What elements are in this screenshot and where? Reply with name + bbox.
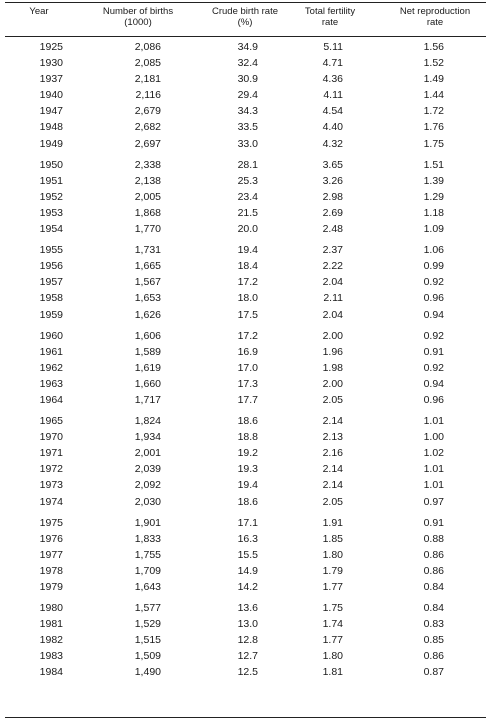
- cell-net-reproduction-rate: 1.06: [423, 244, 444, 257]
- cell-net-reproduction-rate: 1.01: [423, 479, 444, 492]
- cell-total-fertility-rate: 2.14: [322, 463, 343, 476]
- cell-net-reproduction-rate: 1.09: [423, 223, 444, 236]
- row-group: [0, 515, 491, 595]
- header-line: Number of births: [102, 6, 174, 17]
- cell-crude-birth-rate: 34.9: [237, 41, 258, 53]
- cell-births: 1,529: [134, 618, 161, 631]
- cell-crude-birth-rate: 17.7: [237, 393, 258, 406]
- cell-crude-birth-rate: 12.7: [237, 650, 258, 663]
- cell-crude-birth-rate: 19.2: [237, 447, 258, 460]
- header-year: [14, 6, 64, 17]
- cell-crude-birth-rate: 12.8: [237, 634, 258, 647]
- row-group: [0, 600, 491, 680]
- cell-net-reproduction-rate: 0.88: [423, 532, 444, 545]
- cell-births: 2,086: [134, 41, 161, 53]
- cell-births: 1,665: [134, 260, 161, 273]
- cell-net-reproduction-rate: 0.86: [423, 650, 444, 663]
- cell-net-reproduction-rate: 1.75: [423, 137, 444, 150]
- cell-births: 2,697: [134, 137, 161, 150]
- cell-year: 1951: [39, 174, 63, 187]
- cell-total-fertility-rate: 2.00: [322, 329, 343, 342]
- table-row: [0, 515, 491, 531]
- table-row: [0, 344, 491, 360]
- cell-year: 1937: [39, 73, 63, 86]
- cell-net-reproduction-rate: 0.91: [423, 516, 444, 529]
- cell-crude-birth-rate: 13.6: [237, 602, 258, 615]
- cell-births: 2,030: [134, 495, 161, 508]
- cell-net-reproduction-rate: 1.29: [423, 190, 444, 203]
- cell-births: 2,085: [134, 57, 161, 70]
- cell-net-reproduction-rate: 1.01: [423, 463, 444, 476]
- table-row: [0, 494, 491, 510]
- cell-births: 2,039: [134, 463, 161, 476]
- cell-net-reproduction-rate: 1.49: [423, 73, 444, 86]
- cell-births: 1,606: [134, 329, 161, 342]
- cell-births: 2,682: [134, 121, 161, 134]
- cell-year: 1984: [39, 666, 63, 679]
- cell-crude-birth-rate: 17.2: [237, 329, 258, 342]
- cell-year: 1975: [39, 516, 63, 529]
- cell-crude-birth-rate: 33.5: [237, 121, 258, 134]
- cell-crude-birth-rate: 17.2: [237, 276, 258, 289]
- cell-crude-birth-rate: 19.3: [237, 463, 258, 476]
- cell-net-reproduction-rate: 0.92: [423, 276, 444, 289]
- cell-total-fertility-rate: 1.77: [322, 581, 343, 593]
- cell-births: 2,338: [134, 158, 161, 171]
- cell-total-fertility-rate: 1.91: [322, 516, 343, 529]
- table-row: [0, 477, 491, 493]
- cell-crude-birth-rate: 32.4: [237, 57, 258, 70]
- cell-crude-birth-rate: 14.9: [237, 564, 258, 577]
- cell-crude-birth-rate: 17.0: [237, 361, 258, 374]
- cell-net-reproduction-rate: 1.02: [423, 447, 444, 460]
- cell-crude-birth-rate: 33.0: [237, 137, 258, 150]
- header-line: rate: [321, 17, 339, 28]
- cell-total-fertility-rate: 1.80: [322, 650, 343, 663]
- cell-crude-birth-rate: 18.0: [237, 292, 258, 305]
- cell-total-fertility-rate: 3.26: [322, 174, 343, 187]
- cell-year: 1957: [39, 276, 63, 289]
- cell-total-fertility-rate: 2.22: [322, 260, 343, 273]
- cell-crude-birth-rate: 14.2: [237, 581, 258, 593]
- cell-total-fertility-rate: 3.65: [322, 158, 343, 171]
- cell-total-fertility-rate: 4.54: [322, 105, 343, 118]
- cell-net-reproduction-rate: 0.92: [423, 361, 444, 374]
- cell-births: 1,770: [134, 223, 161, 236]
- cell-births: 1,901: [134, 516, 161, 529]
- header-line: Net reproduction: [399, 6, 471, 17]
- cell-total-fertility-rate: 2.00: [322, 377, 343, 390]
- cell-total-fertility-rate: 2.04: [322, 276, 343, 289]
- row-group: [0, 157, 491, 237]
- header-rule: [5, 36, 486, 37]
- table-row: [0, 531, 491, 547]
- table-row: [0, 547, 491, 563]
- cell-crude-birth-rate: 30.9: [237, 73, 258, 86]
- cell-births: 2,005: [134, 190, 161, 203]
- cell-total-fertility-rate: 1.74: [322, 618, 343, 631]
- header-number-of-births: [88, 6, 188, 28]
- cell-year: 1958: [39, 292, 63, 305]
- cell-total-fertility-rate: 2.04: [322, 308, 343, 321]
- cell-total-fertility-rate: 1.79: [322, 564, 343, 577]
- cell-year: 1964: [39, 393, 63, 406]
- cell-crude-birth-rate: 17.5: [237, 308, 258, 321]
- cell-total-fertility-rate: 2.16: [322, 447, 343, 460]
- cell-births: 2,679: [134, 105, 161, 118]
- cell-net-reproduction-rate: 0.96: [423, 393, 444, 406]
- table-row: [0, 71, 491, 87]
- cell-net-reproduction-rate: 0.84: [423, 581, 444, 593]
- cell-crude-birth-rate: 28.1: [237, 158, 258, 171]
- cell-births: 2,092: [134, 479, 161, 492]
- cell-total-fertility-rate: 2.48: [322, 223, 343, 236]
- cell-net-reproduction-rate: 0.86: [423, 564, 444, 577]
- cell-year: 1953: [39, 206, 63, 219]
- cell-crude-birth-rate: 20.0: [237, 223, 258, 236]
- cell-net-reproduction-rate: 0.84: [423, 602, 444, 615]
- cell-year: 1980: [39, 602, 63, 615]
- cell-net-reproduction-rate: 0.99: [423, 260, 444, 273]
- cell-births: 1,824: [134, 415, 161, 428]
- cell-births: 2,138: [134, 174, 161, 187]
- table-row: [0, 103, 491, 119]
- table-row: [0, 648, 491, 664]
- cell-total-fertility-rate: 2.05: [322, 393, 343, 406]
- cell-total-fertility-rate: 2.98: [322, 190, 343, 203]
- cell-total-fertility-rate: 2.69: [322, 206, 343, 219]
- cell-net-reproduction-rate: 1.39: [423, 174, 444, 187]
- table-row: [0, 87, 491, 103]
- cell-year: 1949: [39, 137, 63, 150]
- table-row: [0, 445, 491, 461]
- cell-year: 1940: [39, 89, 63, 102]
- cell-crude-birth-rate: 19.4: [237, 244, 258, 257]
- cell-net-reproduction-rate: 1.72: [423, 105, 444, 118]
- table-row: [0, 632, 491, 648]
- header-line: Total fertility: [304, 6, 356, 17]
- table-row: [0, 563, 491, 579]
- cell-net-reproduction-rate: 1.44: [423, 89, 444, 102]
- header-net-reproduction-rate: [385, 6, 485, 28]
- cell-births: 1,515: [134, 634, 161, 647]
- cell-births: 1,833: [134, 532, 161, 545]
- cell-births: 1,755: [134, 548, 161, 561]
- cell-births: 2,001: [134, 447, 161, 460]
- header-line: Crude birth rate: [211, 6, 278, 17]
- table-row: [0, 461, 491, 477]
- cell-births: 1,731: [134, 244, 161, 257]
- cell-crude-birth-rate: 17.1: [237, 516, 258, 529]
- row-group: [0, 242, 491, 322]
- cell-year: 1977: [39, 548, 63, 561]
- cell-net-reproduction-rate: 0.87: [423, 666, 444, 679]
- cell-births: 1,660: [134, 377, 161, 390]
- cell-year: 1983: [39, 650, 63, 663]
- cell-births: 1,709: [134, 564, 161, 577]
- table-row: [0, 242, 491, 258]
- table-row: [0, 616, 491, 632]
- cell-total-fertility-rate: 1.85: [322, 532, 343, 545]
- header-line: (%): [237, 17, 253, 28]
- table-header: [0, 6, 491, 36]
- cell-total-fertility-rate: 2.14: [322, 479, 343, 492]
- cell-births: 1,934: [134, 431, 161, 444]
- cell-total-fertility-rate: 2.14: [322, 415, 343, 428]
- cell-births: 1,868: [134, 206, 161, 219]
- cell-year: 1930: [39, 57, 63, 70]
- cell-total-fertility-rate: 1.96: [322, 345, 343, 358]
- table-row: [0, 328, 491, 344]
- cell-births: 1,577: [134, 602, 161, 615]
- cell-births: 2,116: [135, 89, 161, 102]
- cell-crude-birth-rate: 15.5: [237, 548, 258, 561]
- cell-crude-birth-rate: 12.5: [237, 666, 258, 679]
- cell-total-fertility-rate: 2.37: [322, 244, 343, 257]
- cell-crude-birth-rate: 29.4: [237, 89, 258, 102]
- table-row: [0, 664, 491, 680]
- table-row: [0, 39, 491, 55]
- cell-net-reproduction-rate: 1.01: [423, 415, 444, 428]
- cell-year: 1956: [39, 260, 63, 273]
- table-row: [0, 55, 491, 71]
- cell-crude-birth-rate: 17.3: [237, 377, 258, 390]
- cell-crude-birth-rate: 21.5: [237, 206, 258, 219]
- table-bottom-rule: [5, 717, 486, 718]
- table-top-rule: [5, 2, 486, 3]
- cell-year: 1978: [39, 564, 63, 577]
- cell-net-reproduction-rate: 0.85: [423, 634, 444, 647]
- cell-year: 1979: [39, 581, 63, 593]
- cell-births: 1,626: [134, 308, 161, 321]
- cell-crude-birth-rate: 23.4: [237, 190, 258, 203]
- cell-births: 1,509: [134, 650, 161, 663]
- cell-crude-birth-rate: 18.8: [237, 431, 258, 444]
- cell-births: 1,653: [134, 292, 161, 305]
- cell-births: 1,567: [134, 276, 161, 289]
- cell-year: 1974: [39, 495, 63, 508]
- cell-year: 1976: [39, 532, 63, 545]
- cell-crude-birth-rate: 16.9: [237, 345, 258, 358]
- cell-crude-birth-rate: 34.3: [237, 105, 258, 118]
- table-row: [0, 274, 491, 290]
- cell-year: 1965: [39, 415, 63, 428]
- cell-total-fertility-rate: 1.98: [322, 361, 343, 374]
- table-row: [0, 307, 491, 323]
- table-row: [0, 600, 491, 616]
- cell-crude-birth-rate: 18.6: [237, 415, 258, 428]
- table-row: [0, 376, 491, 392]
- cell-crude-birth-rate: 19.4: [237, 479, 258, 492]
- cell-net-reproduction-rate: 0.91: [423, 345, 444, 358]
- cell-year: 1981: [39, 618, 63, 631]
- table-row: [0, 413, 491, 429]
- cell-year: 1950: [39, 158, 63, 171]
- cell-births: 1,643: [134, 581, 161, 593]
- cell-year: 1962: [39, 361, 63, 374]
- cell-net-reproduction-rate: 0.83: [423, 618, 444, 631]
- cell-year: 1960: [39, 329, 63, 342]
- cell-total-fertility-rate: 4.11: [323, 89, 343, 102]
- cell-crude-birth-rate: 25.3: [237, 174, 258, 187]
- table-row: [0, 429, 491, 445]
- cell-net-reproduction-rate: 0.94: [423, 308, 444, 321]
- cell-net-reproduction-rate: 0.97: [423, 495, 444, 508]
- header-total-fertility-rate: [290, 6, 370, 28]
- cell-crude-birth-rate: 18.4: [237, 260, 258, 273]
- row-group: [0, 413, 491, 510]
- cell-year: 1973: [39, 479, 63, 492]
- cell-total-fertility-rate: 4.32: [322, 137, 343, 150]
- cell-net-reproduction-rate: 0.92: [423, 329, 444, 342]
- cell-total-fertility-rate: 2.13: [322, 431, 343, 444]
- row-group: [0, 328, 491, 408]
- cell-total-fertility-rate: 1.77: [322, 634, 343, 647]
- cell-net-reproduction-rate: 1.51: [423, 158, 444, 171]
- cell-year: 1954: [39, 223, 63, 236]
- cell-births: 2,181: [134, 73, 161, 86]
- table-row: [0, 205, 491, 221]
- table-row: [0, 189, 491, 205]
- cell-births: 1,490: [134, 666, 161, 679]
- cell-year: 1948: [39, 121, 63, 134]
- cell-year: 1963: [39, 377, 63, 390]
- table-row: [0, 258, 491, 274]
- cell-year: 1961: [39, 345, 63, 358]
- table-row: [0, 157, 491, 173]
- cell-births: 1,589: [134, 345, 161, 358]
- cell-year: 1925: [39, 41, 63, 53]
- table-body: [0, 39, 491, 686]
- cell-net-reproduction-rate: 0.86: [423, 548, 444, 561]
- header-line: Year: [29, 6, 49, 17]
- cell-year: 1982: [39, 634, 63, 647]
- cell-net-reproduction-rate: 1.52: [423, 57, 444, 70]
- cell-net-reproduction-rate: 1.76: [423, 121, 444, 134]
- table-row: [0, 119, 491, 135]
- cell-year: 1971: [39, 447, 63, 460]
- table-row: [0, 360, 491, 376]
- cell-total-fertility-rate: 4.36: [322, 73, 343, 86]
- header-line: (1000): [124, 17, 152, 28]
- cell-year: 1972: [39, 463, 63, 476]
- table-row: [0, 290, 491, 306]
- header-line: rate: [426, 17, 444, 28]
- cell-net-reproduction-rate: 1.56: [423, 41, 444, 53]
- cell-year: 1970: [39, 431, 63, 444]
- cell-total-fertility-rate: 1.80: [322, 548, 343, 561]
- cell-total-fertility-rate: 2.05: [322, 495, 343, 508]
- table-row: [0, 136, 491, 152]
- table-row: [0, 392, 491, 408]
- cell-total-fertility-rate: 1.81: [322, 666, 343, 679]
- cell-births: 1,717: [134, 393, 161, 406]
- cell-total-fertility-rate: 4.71: [322, 57, 343, 70]
- cell-net-reproduction-rate: 1.18: [423, 206, 444, 219]
- cell-year: 1952: [39, 190, 63, 203]
- cell-total-fertility-rate: 2.11: [323, 292, 343, 305]
- cell-net-reproduction-rate: 0.94: [423, 377, 444, 390]
- table-row: [0, 579, 491, 595]
- cell-crude-birth-rate: 16.3: [237, 532, 258, 545]
- cell-crude-birth-rate: 13.0: [237, 618, 258, 631]
- cell-net-reproduction-rate: 0.96: [423, 292, 444, 305]
- cell-year: 1959: [39, 308, 63, 321]
- cell-year: 1955: [39, 244, 63, 257]
- row-group: [0, 39, 491, 152]
- cell-year: 1947: [39, 105, 63, 118]
- cell-births: 1,619: [134, 361, 161, 374]
- cell-total-fertility-rate: 4.40: [322, 121, 343, 134]
- table-row: [0, 221, 491, 237]
- table-row: [0, 173, 491, 189]
- cell-total-fertility-rate: 5.11: [323, 41, 343, 53]
- header-crude-birth-rate: [200, 6, 290, 28]
- cell-total-fertility-rate: 1.75: [322, 602, 343, 615]
- cell-net-reproduction-rate: 1.00: [423, 431, 444, 444]
- cell-crude-birth-rate: 18.6: [237, 495, 258, 508]
